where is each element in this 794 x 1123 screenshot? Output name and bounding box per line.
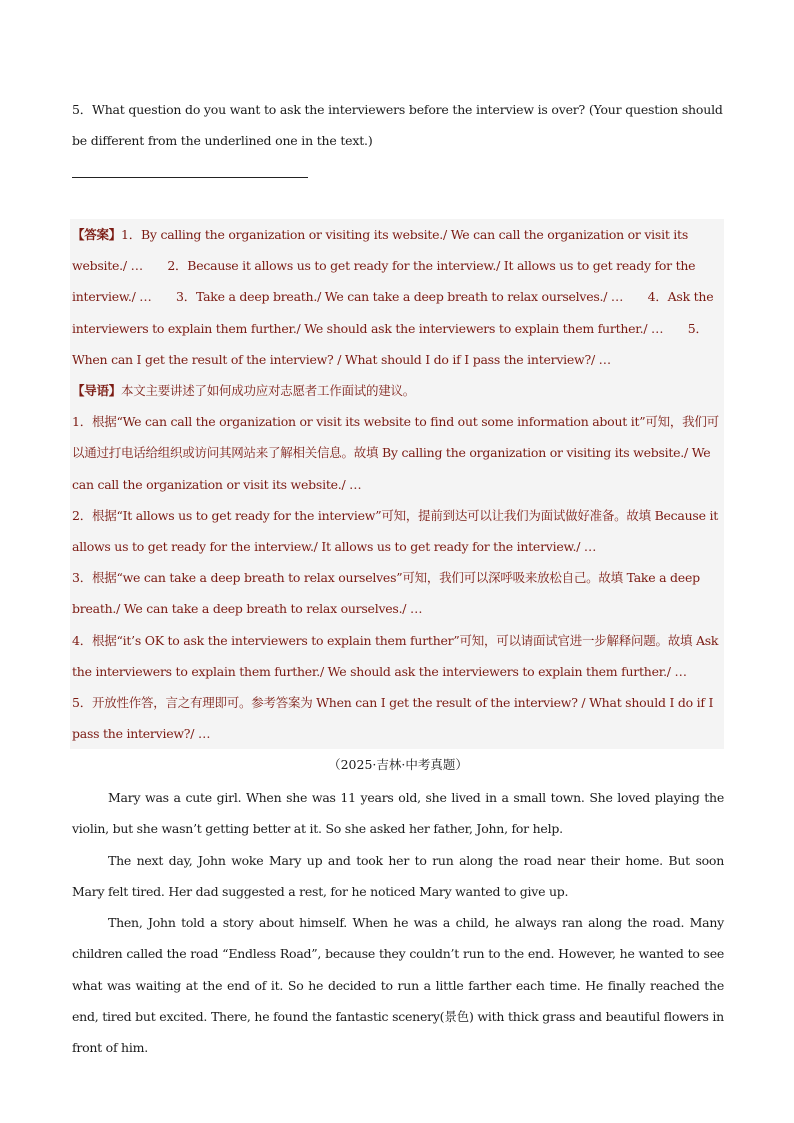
passage-paragraph-2: The next day, John woke Mary up and took her to run along the road near their home. But soon Mary felt tired. Her dad suggested a rest, for he noticed Mary wanted to give up. — [72, 852, 724, 899]
guide-label: 【导语】 — [72, 383, 122, 399]
answer-paragraph — [72, 219, 722, 375]
guide-item-2: 2．根据“It allows us to get ready for the interview”可知，提前到达可以让我们为面试做好准备。故填 Because it allows us to get ready for the interview./ It allows us to get ready for the interview./ … — [72, 507, 718, 555]
guide-item-5: 5．开放性作答，言之有理即可。参考答案为 When can I get the result of the interview? / What should I do if I pass the interview?/ … — [72, 695, 714, 742]
guide-text: 本文主要讲述了如何成功应对志愿者工作面试的建议。 — [121, 383, 416, 399]
guide-item-4: 4．根据“it’s OK to ask the interviewers to explain them further”可知，可以请面试官进一步解释问题。故填 Ask the interviewers to explain them further./ We should ask the interviewers to explain them further./ … — [72, 632, 719, 679]
reading-passage — [72, 782, 724, 1064]
guide-paragraph — [72, 375, 722, 406]
answer-explanation-box — [70, 219, 724, 749]
answer-blank-line[interactable] — [72, 177, 308, 178]
question-5: 5．What question do you want to ask the interviewers before the interview is over? (Your question should be different from the underlined one in the text.) — [72, 102, 723, 148]
guide-item-1: 1．根据“We can call the organization or visit its website to find out some information about it”可知，我们可以通过打电话给组织或访问其网站来了解相关信息。故填 By calling the organization or visiting its website./ We can call the organization or visit its website./ … — [72, 414, 719, 492]
answer-label: 【答案】 — [72, 227, 122, 242]
guide-item-3: 3．根据“we can take a deep breath to relax ourselves”可知，我们可以深呼吸来放松自己。故填 Take a deep breath./ We can take a deep breath to relax ourselves./ … — [72, 570, 700, 617]
answer-text: 1．By calling the organization or visiting its website./ We can call the organization or visit its website./ … 2．Because it allows us to get ready for the interview./ It allows us to get ready for the interview./ … 3．Take a deep breath./ We can take a deep breath to relax ourselves./ … 4．Ask the interviewers to explain them further./ We should ask the interviewers to explain them further./ … 5．When can I get the result of the interview? / What should I do if I pass the interview?/ … — [72, 227, 714, 367]
source-citation: （2025·吉林·中考真题） — [328, 757, 468, 772]
passage-paragraph-3: Then, John told a story about himself. When he was a child, he always ran along the road. Many children called the road “Endless Road”, because they couldn’t run to the end. However, he wanted to see what was waiting at the end of it. So he decided to run a little farther each time. He finally reached the end, tired but excited. There, he found the fantastic scenery(景色) with thick grass and beautiful flowers in front of him. — [72, 915, 724, 1056]
passage-paragraph-1: Mary was a cute girl. When she was 11 years old, she lived in a small town. She loved playing the violin, but she wasn’t getting better at it. So she asked her father, John, for help. — [72, 790, 724, 837]
